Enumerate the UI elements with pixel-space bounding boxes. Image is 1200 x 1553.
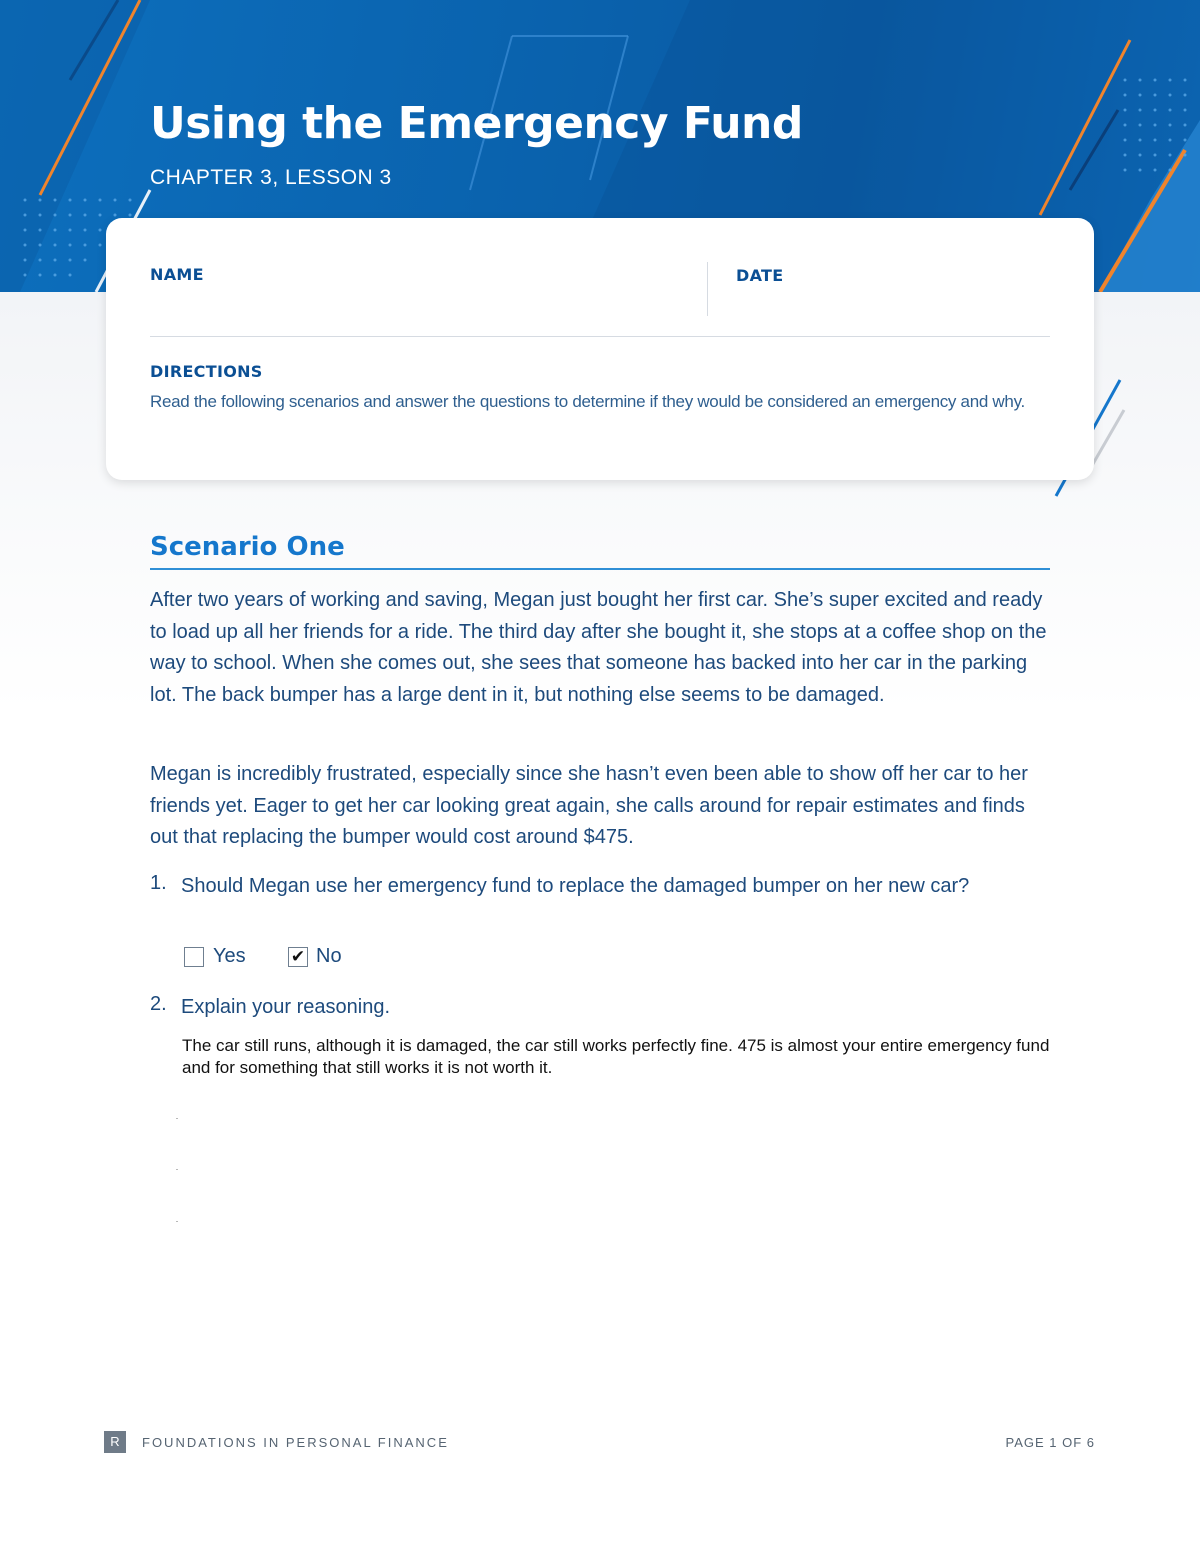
student-info-card [106, 218, 1094, 480]
page-title: Using the Emergency Fund [150, 98, 803, 149]
directions-text: Read the following scenarios and answer the questions to determine if they would be considered an emergency and why. [150, 392, 1025, 411]
no-checkbox[interactable]: ✔ [288, 947, 308, 967]
scenario-paragraph-2: Megan is incredibly frustrated, especially since she hasn’t even been able to show off her car to her friends yet. Eager to get her car looking great again, she calls around for repair estimates and finds out that replacing the bumper would cost around $475. [150, 763, 1028, 848]
question-1-number: 1. [150, 872, 167, 894]
date-label: DATE [736, 266, 784, 285]
name-label: NAME [150, 265, 204, 284]
yes-label: Yes [213, 945, 246, 967]
scenario-rule [150, 568, 1050, 570]
no-label: No [316, 945, 342, 967]
card-divider [150, 336, 1050, 337]
question-2-number: 2. [150, 993, 167, 1015]
lesson-subtitle: CHAPTER 3, LESSON 3 [150, 166, 392, 189]
answer-line-marker [176, 1118, 178, 1119]
question-1-text: Should Megan use her emergency fund to replace the damaged bumper on her new car? [181, 875, 970, 897]
page-number: PAGE 1 OF 6 [1005, 1435, 1095, 1450]
directions-label: DIRECTIONS [150, 362, 263, 381]
answer-text[interactable]: The car still runs, although it is damaged, the car still works perfectly fine. 475 is almost your entire emergency fund and for something that still works it is not worth it. [182, 1036, 1050, 1077]
yes-checkbox[interactable] [184, 947, 204, 967]
brand-logo-icon: R [104, 1431, 126, 1453]
question-2-text: Explain your reasoning. [181, 996, 391, 1018]
answer-line-marker [176, 1221, 178, 1222]
scenario-title: Scenario One [150, 532, 345, 562]
scenario-paragraph-1: After two years of working and saving, Megan just bought her first car. She’s super excited and ready to load up all her friends for a ride. The third day after she bought it, she stops at a coffee shop on the way to school. When she comes out, she sees that someone has backed into her car in the parking lot. The back bumper has a large dent in it, but nothing else seems to be damaged. [150, 589, 1047, 706]
program-name: FOUNDATIONS IN PERSONAL FINANCE [142, 1435, 449, 1450]
field-divider [707, 262, 708, 316]
answer-line-marker [176, 1169, 178, 1170]
